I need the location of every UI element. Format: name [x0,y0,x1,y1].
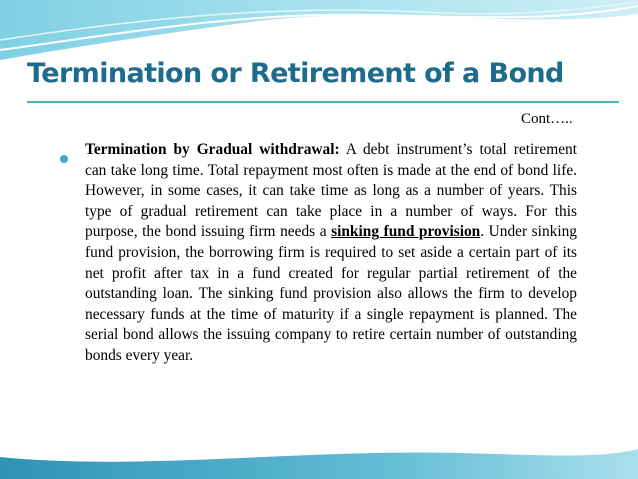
bullet-paragraph [85,140,577,367]
bottom-wave-decoration [0,419,638,479]
title-underline [27,101,619,103]
sinking-fund-provision-term: sinking fund provision [331,223,481,241]
bullet-heading: Termination by Gradual withdrawal: [85,141,340,158]
paragraph-text-1: A debt instrument’s total retirement can take long time. Total repayment most often is made at the end of bond life. However, in some cases, it can take time as long as a number of years. This type of gradual retirement can take place in a number of ways. For this purpose, the bond issuing firm needs a [85,141,577,241]
top-wave-decoration [0,0,638,60]
slide-title: Termination or Retirement of a Bond [27,58,564,89]
bullet-icon [60,155,68,163]
paragraph-text-2: . Under sinking fund provision, the borrowing firm is required to set aside a certain part of its net profit after tax in a fund created for regular partial retirement of the outstanding loan. The sinking fund provision also allows the firm to develop necessary funds at the time of maturity if a single repayment is planned. The serial bond allows the issuing company to retire certain number of outstanding bonds every year. [85,223,578,364]
continued-label: Cont….. [521,111,573,127]
